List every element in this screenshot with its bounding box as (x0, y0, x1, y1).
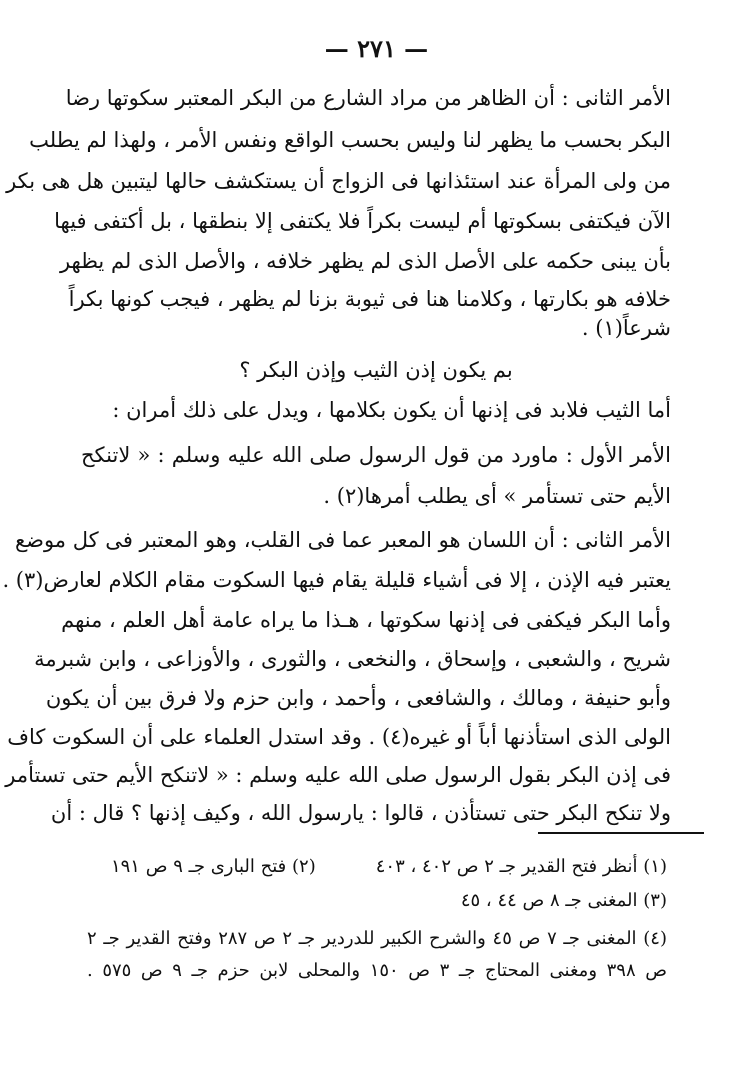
text-line: فى إذن البكر بقول الرسول صلى الله عليه وسلم : « لاتنكح الأيم حتى تستأمر (5, 763, 671, 787)
text-line: الولى الذى استأذنها أباً أو غيره(٤) . وقد استدل العلماء على أن السكوت كاف (7, 725, 671, 749)
text-line: شريح ، والشعبى ، وإسحاق ، والنخعى ، والثورى ، والأوزاعى ، وابن شبرمة (34, 647, 671, 671)
text-line: خلافه هو بكارتها ، وكلامنا هنا فى ثيوبة بزنا لم يظهر ، فيجب كونها بكراً (68, 287, 671, 311)
footnote-2: (٢) فتح البارى جـ ٩ ص ١٩١ (110, 856, 316, 877)
text-line: شرعاً(١) . (581, 316, 671, 340)
footnote-1: (١) أنظر فتح القدير جـ ٢ ص ٤٠٢ ، ٤٠٣ (375, 856, 667, 877)
text-line: بأن يبنى حكمه على الأصل الذى لم يظهر خلافه ، والأصل الذى لم يظهر (59, 249, 671, 273)
text-line: يعتبر فيه الإذن ، إلا فى أشياء قليلة يقام فيها السكوت مقام الكلام لعارض(٣) . (2, 568, 671, 592)
text-line: الأمر الثانى : أن اللسان هو المعبر عما فى القلب، وهو المعتبر فى كل موضع (14, 528, 671, 552)
text-line: ولا تنكح البكر حتى تستأذن ، قالوا : يارسول الله ، وكيف إذنها ؟ قال : أن (50, 801, 671, 825)
footnote-4-continued: ص ٣٩٨ ومغنى المحتاج جـ ٣ ص ١٥٠ والمحلى لابن حزم جـ ٩ ص ٥٧٥ . (87, 960, 667, 981)
text-line: الآن فيكتفى بسكوتها أم ليست بكراً فلا يكتفى إلا بنطقها ، بل أكتفى فيها (54, 209, 671, 233)
footnote-3: (٣) المغنى جـ ٨ ص ٤٤ ، ٤٥ (460, 890, 667, 911)
text-line: البكر بحسب ما يظهر لنا وليس بحسب الواقع ونفس الأمر ، ولهذا لم يطلب (29, 128, 671, 152)
text-line: وأبو حنيفة ، ومالك ، والشافعى ، وأحمد ، وابن حزم ولا فرق بين أن يكون (45, 686, 671, 710)
text-line: الأمر الثانى : أن الظاهر من مراد الشارع من البكر المعتبر سكوتها رضا (65, 86, 671, 110)
text-line: أما الثيب فلابد فى إذنها أن يكون بكلامها ، ويدل على ذلك أمران : (112, 398, 671, 422)
footnote-line (87, 852, 667, 882)
text-line: وأما البكر فيكفى فى إذنها سكوتها ، هـذا ما يراه عامة أهل العلم ، منهم (61, 608, 671, 632)
page-number: — ٢٧١ — (324, 34, 429, 63)
text-line: الأيم حتى تستأمر » أى يطلب أمرها(٢) . (323, 484, 671, 508)
section-heading: بم يكون إذن الثيب وإذن البكر ؟ (239, 358, 513, 382)
footnote-divider (538, 832, 704, 834)
footnote-4: (٤) المغنى جـ ٧ ص ٤٥ والشرح الكبير للدردير جـ ٢ ص ٢٨٧ وفتح القدير جـ ٢ (87, 928, 667, 949)
text-line: من ولى المرأة عند استئذانها فى الزواج أن يستكشف حالها ليتبين هل هى بكر (6, 169, 671, 193)
text-line: الأمر الأول : ماورد من قول الرسول صلى الله عليه وسلم : « لاتنكح (81, 443, 671, 467)
